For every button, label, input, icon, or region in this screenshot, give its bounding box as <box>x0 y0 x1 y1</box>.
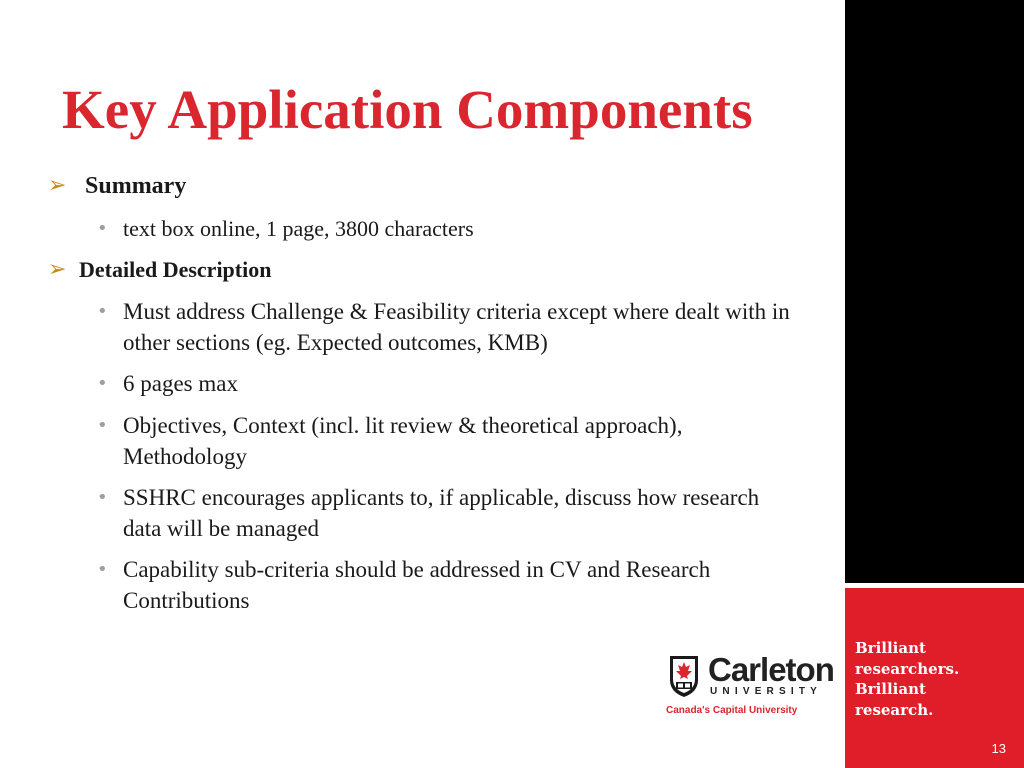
bullet-dot-icon: • <box>97 559 108 580</box>
tagline-line: researchers. <box>855 659 960 678</box>
bullet-item <box>97 554 803 616</box>
logo-subtitle: UNIVERSITY <box>710 686 823 697</box>
section-heading: Detailed Description <box>79 257 272 282</box>
bullet-item <box>97 482 803 544</box>
arrow-bullet-icon: ➢ <box>48 257 67 282</box>
bullet-item <box>97 368 803 399</box>
page-number: 13 <box>991 741 1006 756</box>
side-panel-red <box>845 588 1024 768</box>
tagline-line: Brilliant <box>855 680 926 698</box>
bullet-text: 6 pages max <box>123 371 238 396</box>
logo-wordmark: Carleton <box>708 651 834 688</box>
section-heading: Summary <box>85 173 187 199</box>
carleton-logo <box>666 652 836 722</box>
bullet-text: text box online, 1 page, 3800 characters <box>123 216 474 241</box>
bullet-text: Capability sub-criteria should be addressed in CV and Research Contributions <box>123 557 711 613</box>
logo-caption: Canada's Capital University <box>666 705 798 716</box>
tagline <box>855 638 959 720</box>
tagline-line: research. <box>855 700 934 719</box>
bullet-item <box>97 213 803 244</box>
arrow-bullet-icon: ➢ <box>48 173 67 198</box>
bullet-dot-icon: • <box>97 218 108 239</box>
slide-title: Key Application Components <box>62 79 753 140</box>
bullet-text: Must address Challenge & Feasibility criteria except where dealt with in other sections (eg. Expected outcomes, KMB) <box>123 299 790 355</box>
bullet-item <box>97 296 803 358</box>
bullet-dot-icon: • <box>97 487 108 508</box>
bullet-dot-icon: • <box>97 373 108 394</box>
bullet-dot-icon: • <box>97 301 108 322</box>
tagline-line: Brilliant <box>855 639 926 657</box>
bullet-item <box>97 410 803 472</box>
crest-icon <box>668 654 700 698</box>
bullet-dot-icon: • <box>97 415 108 436</box>
side-panel-black <box>845 0 1024 583</box>
bullet-text: SSHRC encourages applicants to, if applicable, discuss how research data will be managed <box>123 485 760 541</box>
bullet-text: Objectives, Context (incl. lit review & theoretical approach), Methodology <box>123 413 683 469</box>
